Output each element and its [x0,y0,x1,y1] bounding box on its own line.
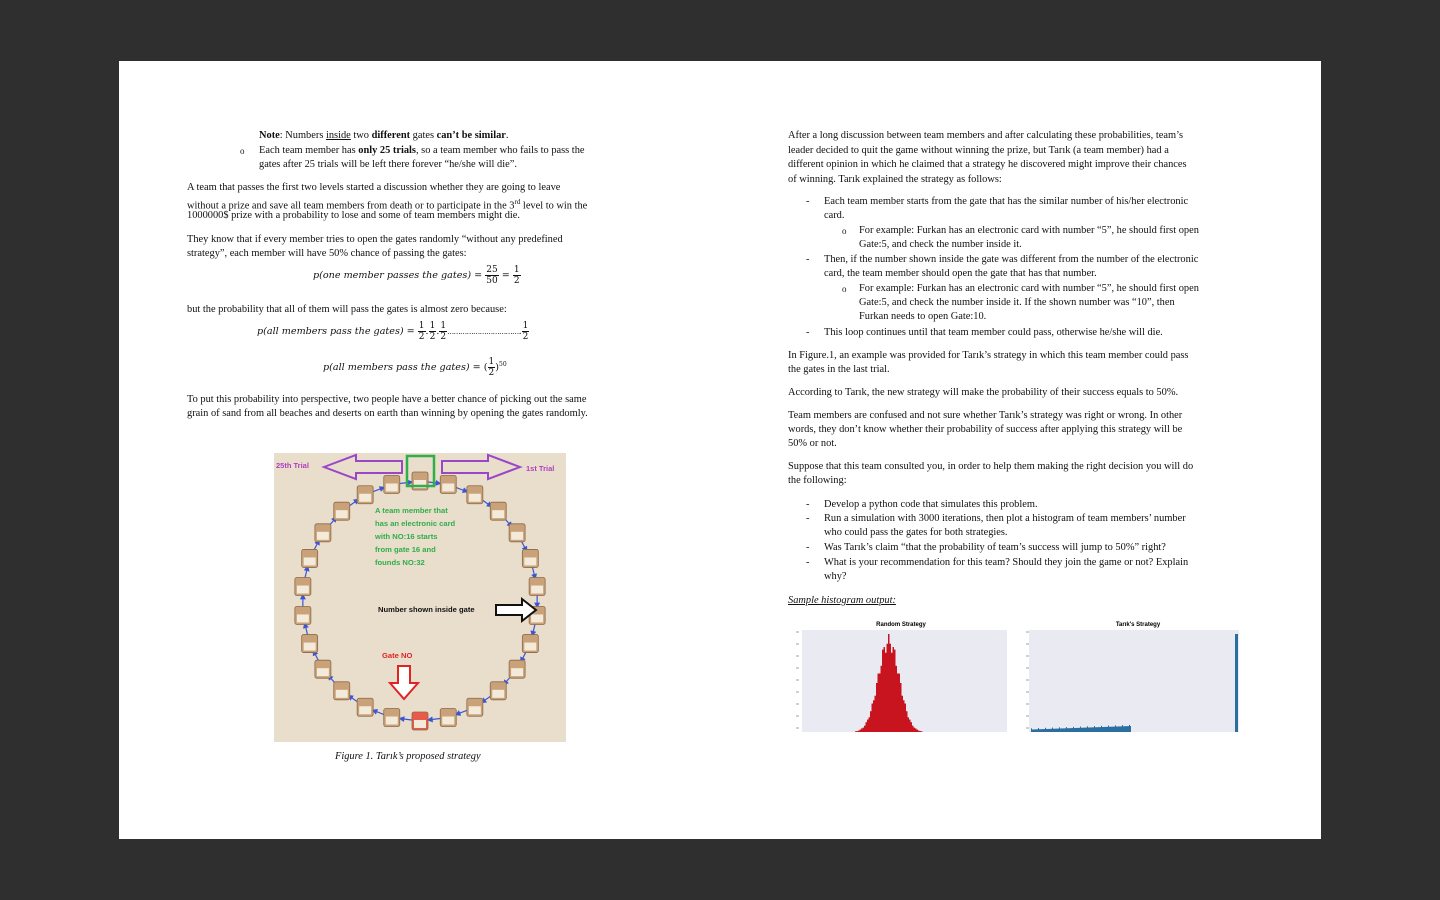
para1-line3: 1000000$ prize with a probability to lose and some of team members might die. [187,210,521,221]
hist-left-bar [863,728,865,732]
trials-line-2: gates after 25 trials will be left there forever “he/she will die”. [259,159,517,170]
hist-right-bar [1067,728,1068,732]
dash-bullet-icon: - [806,513,810,524]
hist-right-bar [1068,728,1069,732]
claim-line: According to Tarık, the new strategy will make the probability of their success equals to 50%. [788,387,1179,398]
eq3-lhs: p(all members pass the gates) = [323,362,481,373]
trials-line [259,144,585,159]
desc-line: has an electronic card [375,519,456,528]
hist-right-bar [1080,727,1081,732]
hist-left-bar [881,666,883,732]
gate-window-icon [492,690,504,698]
hist-left-bar [891,653,893,732]
example2-line1: For example: Furkan has an electronic card with number “5”, he should first open [859,283,1199,294]
hist-right-bar [1064,728,1065,732]
hist-right-bar [1098,727,1099,732]
step2-line2: card, the team member should open the gate that has that number. [824,268,1097,279]
hist-right-bar [1070,728,1071,732]
intro-line1: After a long discussion between team members and after calculating these probabilities, team’s [788,130,1184,141]
eq1-den-2: 2 [513,276,520,286]
label-25th-trial: 25th Trial [276,461,309,470]
para2-line1: They know that if every member tries to open the gates randomly “without any predefined [187,234,563,245]
hist-right-bar [1074,728,1075,732]
hist-right-bar [1039,729,1040,732]
hist-right-bar [1129,725,1130,732]
para1-text-2: level to win the [520,200,588,212]
sample-histograms [789,616,1241,741]
equation-all-members: p(all members pass the gates) = $\frac{1}{2}$ . $\frac{1}{2}$ . $\frac{1}{2}$ ……………………………. $\frac{1}{2}$ [257,321,529,342]
hist-right-bar [1118,726,1119,732]
gate-window-icon [386,717,398,725]
task3: Was Tarık’s claim “that the probability of team’s success will jump to 50%” right? [824,542,1166,553]
step3-line: This loop continues until that team member could pass, otherwise he/she will die. [824,327,1163,338]
hist-right-bar [1057,729,1058,732]
hist-right-bar [1056,729,1057,732]
eq2-num: 1 [418,321,425,331]
hist-left-bar [893,647,895,732]
hist-right-bar [1051,729,1052,732]
task4-line1: What is your recommendation for this team? Should they join the game or not? Explain [824,557,1189,568]
step2-line1: Then, if the number shown inside the gate was different from the number of the electronic [824,254,1199,265]
equation-power: p(all members pass the gates) = ( $\frac{1}{2}$ )$^{50}$ [323,357,507,378]
hist-right-bar [1043,729,1044,732]
gate-window-icon [297,586,309,594]
hist-right-bar [1082,728,1083,732]
hist-right-bar [1105,727,1106,732]
hist-right-bar [1096,727,1097,732]
hist-right-bar [1100,727,1101,732]
dash-bullet-icon: - [806,196,810,207]
example2-line3: Furkan needs to open Gate:10. [859,311,987,322]
hist-right-bar [1088,728,1089,732]
hist-right-bar [1033,729,1034,732]
hist-right-bar [1062,728,1063,732]
note-cant: can’t be similar [436,130,506,141]
eq1-frac-1 [485,265,498,286]
hist-left-bar [869,717,871,732]
example1-line1: For example: Furkan has an electronic card with number “5”, he should first open [859,225,1199,236]
dash-bullet-icon: - [806,254,810,265]
hist-left-bar [885,653,887,732]
hist-right-bar [1042,729,1043,732]
hist-left-bar [920,731,922,732]
gate-window-icon [304,643,316,651]
figure-description [375,504,455,569]
figure-caption: Figure 1. Tarık’s proposed strategy [335,751,481,762]
eq2-den: 2 [440,332,447,342]
hist-right-bar [1124,726,1125,732]
hist-right-bar [1094,726,1095,732]
hist-right-bar [1066,727,1067,732]
eq3-num: 1 [488,357,495,367]
gate-window-icon [304,557,316,565]
para1-line1: A team that passes the first two levels started a discussion whether they are going to leave [187,182,561,193]
dash-bullet-icon: - [806,499,810,510]
number-shown-label: Number shown inside gate [378,605,475,614]
hist-left-bar [875,696,877,732]
task1: Develop a python code that simulates this problem. [824,499,1038,510]
trials-text-2: , so a team member who fails to pass the [415,145,585,156]
eq2-dots: …………………………… [447,328,519,336]
hist-right-bar [1035,729,1036,732]
gate-window-icon [317,532,329,540]
hist-right-bar [1037,729,1038,732]
hist-right-bar [1078,728,1079,732]
hist-left-bar [857,731,859,732]
intro-line3: different opinion in which he claimed that a strategy he discovered might improve their chances [788,159,1187,170]
hist-right-bar [1106,727,1107,732]
hist-left-bar [899,674,901,732]
hist-right-bar [1115,725,1116,732]
hist-left-bar [876,683,878,732]
hist-right-bar [1102,727,1103,732]
hist-right-bar [1108,726,1109,732]
hist-right-bar [1125,726,1126,732]
eq2-num: 1 [440,321,447,331]
hist-right-bar [1117,726,1118,732]
hist-left-bar [902,696,904,732]
intro-line4: of winning. Tarık explained the strategy as follows: [788,173,1002,185]
hist-right-bar [1047,729,1048,732]
hist-right-bar [1085,728,1086,732]
eq3-den: 2 [488,368,495,378]
hist-left-bar [911,722,913,732]
eq1-num-1: 25 [486,265,498,275]
para4-line2: grain of sand from all beaches and deserts on earth than winning by opening the gates randomly. [187,408,588,419]
hist-left-bar [879,673,881,732]
hist-right-bar [1103,727,1104,732]
note-label: Note [259,130,280,141]
circle-bullet-icon: o [842,226,847,236]
note-text: : Numbers [279,130,326,141]
hist-left-bar [860,730,862,732]
hist-right-bar [1065,728,1066,732]
hist-right-bar [1034,729,1035,732]
hist-left-bar [887,644,889,732]
hist-right-bar [1107,727,1108,732]
hist-right-bar [1089,727,1090,732]
eq1-den-1: 50 [486,276,498,286]
dash-bullet-icon: - [806,542,810,553]
hist-right-bar [1059,727,1060,732]
eq2-num: 1 [522,321,529,331]
eq2-den: 2 [429,332,436,342]
hist-left-bar [873,700,875,732]
gate-window-icon [492,510,504,518]
step1-line2: card. [824,210,845,221]
hist-right-bar [1086,728,1087,732]
hist-right-bar [1114,727,1115,732]
note-text-3: gates [410,130,437,141]
para1-text: without a prize and save all team members from death or to participate in the 3 [187,200,515,212]
gate-window-icon [442,483,454,491]
para2-line2: strategy”, each member will have 50% chance of passing the gates: [187,248,467,259]
hist-left-bar [894,650,896,732]
hist-left-bar [855,731,857,732]
note-end: . [505,130,509,141]
hist-right-bar [1046,729,1047,732]
hist-left-bar [864,726,866,732]
hist-right-bar [1130,726,1131,732]
trials-bold: only 25 trials [358,145,416,156]
task2-line2: who could pass the gates for both strategies. [824,527,1008,538]
hist-left-bar [908,717,910,732]
task4-line2: why? [824,571,847,582]
example2-line2: Gate:5, and check the number inside it. If the shown number was “10”, then [859,297,1175,308]
hist-left-bar [890,644,892,732]
hist-right-bar [1093,727,1094,732]
hist-right-bar [1069,728,1070,732]
desc-line: founds NO:32 [375,558,425,567]
hist-left-bar [918,731,920,732]
eq2-frac-1 [418,321,426,342]
hist-right-bar [1113,727,1114,732]
hist-right-bar [1235,634,1238,732]
hist-right-bar [1077,728,1078,732]
gate-window-icon [511,668,523,676]
task2-line1: Run a simulation with 3000 iterations, then plot a histogram of team members’ number [824,513,1186,524]
eq2-den: 2 [522,332,529,342]
hist-right-bar [1104,727,1105,732]
intro-line2: leader decided to quit the game without winning the prize, but Tarık (a team member) had a [788,144,1169,156]
task-intro-line2: the following: [788,475,847,486]
desc-line: with NO:16 starts [375,532,438,541]
hist-right-bar [1123,726,1124,732]
gate-window-icon [531,586,543,594]
hist-right-bar [1120,726,1121,732]
gate-window-icon [442,717,454,725]
hist-left-bar [921,731,923,732]
hist-right-bar [1054,729,1055,732]
eq2-num: 1 [429,321,436,331]
hist-right-bar [1045,728,1046,732]
confused-line1: Team members are confused and not sure whether Tarık’s strategy was right or wrong. In other [788,410,1183,421]
hist-right-bar [1044,729,1045,732]
strategy-figure [274,453,566,742]
hist-left-bar [915,728,917,732]
gate-window-icon [469,706,481,714]
hist-left-bar [882,650,884,732]
hist-left-bar [896,666,898,732]
hist-right-bar [1036,729,1037,732]
confused-line2: words, they don’t know whether their probability of success after applying this strategy will be [788,424,1183,435]
hist-left-title: Random Strategy [876,622,926,628]
desc-line: from gate 16 and [375,545,436,554]
note-inside: inside [325,130,351,141]
hist-right-bar [1084,728,1085,732]
figure-ref-line1: In Figure.1, an example was provided for Tarık’s strategy in which this team member could pass [788,350,1189,361]
gate-window-icon [359,494,371,502]
hist-right-plot [1029,630,1239,732]
hist-right-bar [1116,727,1117,732]
hist-right-bar [1050,729,1051,732]
gate-window-icon [524,557,536,565]
hist-right-bar [1083,728,1084,732]
hist-right-bar [1041,729,1042,732]
para3: but the probability that all of them will pass the gates is almost zero because: [187,304,507,315]
hist-left-bar [867,720,869,732]
hist-left-bar [861,728,863,732]
hist-right-bar [1097,727,1098,732]
hist-right-bar [1032,729,1033,732]
hist-right-bar [1112,727,1113,732]
hist-right-bar [1076,728,1077,732]
circle-bullet-icon: o [842,284,847,294]
step1-line1: Each team member starts from the gate that has the similar number of his/her electronic [824,196,1189,207]
hist-right-bar [1099,727,1100,732]
hist-right-bar [1060,728,1061,732]
gate-window-icon [469,494,481,502]
hist-left-bar [900,683,902,732]
sample-heading: Sample histogram output: [788,595,896,606]
gate-window-icon [317,668,329,676]
hist-right-bar [1109,727,1110,732]
eq2-frac-4 [522,321,530,342]
hist-right-bar [1031,728,1032,732]
hist-right-bar [1087,726,1088,732]
hist-right-bar [1121,726,1122,732]
hist-left-bar [897,673,899,732]
down-arrow-icon [390,666,418,699]
hist-left-bar [870,711,872,732]
hist-left-bar [906,711,908,732]
label-1st-trial: 1st Trial [526,464,555,473]
hist-left-bar [903,700,905,732]
eq2-den: 2 [418,332,425,342]
dash-bullet-icon: - [806,557,810,568]
hist-left-bar [878,674,880,732]
gates-diagram [274,453,566,742]
hist-right-bar [1091,727,1092,732]
hist-right-bar [1090,727,1091,732]
hist-right-bar [1052,728,1053,732]
hist-right-bar [1073,727,1074,732]
eq1-lhs: p(one member passes the gates) = [313,270,483,281]
equation-one-member: p(one member passes the gates) = $\frac{25}{50}$ = $\frac{1}{2}$ [313,265,520,286]
hist-right-bar [1092,727,1093,732]
gate-window-icon [524,643,536,651]
note-different: different [371,130,411,141]
hist-right-bar [1095,727,1096,732]
hist-right-bar [1058,729,1059,732]
hist-right-bar [1063,728,1064,732]
document-page [119,61,1321,839]
gate-window-icon [297,614,309,622]
gate-window-icon [414,720,426,728]
hist-left-bar [912,726,914,732]
gate-window-icon [359,706,371,714]
task-intro-line1: Suppose that this team consulted you, in order to help them making the right decision you will do [788,461,1194,472]
hist-right-bar [1049,729,1050,732]
eq2-frac-3 [439,321,447,342]
hist-right-bar [1101,726,1102,732]
eq1-num-2: 1 [513,265,520,275]
desc-line: A team member that [375,506,448,515]
hist-right-bar [1071,728,1072,732]
hist-left-bar [909,720,911,732]
gate-window-icon [336,690,348,698]
circle-bullet-icon: o [240,146,245,156]
hist-right-bar [1075,728,1076,732]
hist-left-bar [917,730,919,732]
hist-right-bar [1061,728,1062,732]
hist-right-bar [1081,728,1082,732]
figure-ref-line2: the gates in the last trial. [788,364,890,375]
hist-left-bar [858,731,860,732]
gate-no-label: Gate NO [382,651,413,660]
para4-line1: To put this probability into perspective, two people have a better chance of picking out the same [187,394,587,405]
eq2-lhs: p(all members pass the gates) = [257,326,415,337]
gate-window-icon [386,483,398,491]
dash-bullet-icon: - [806,327,810,338]
hist-right-bar [1119,726,1120,732]
hist-left-bar [884,647,886,732]
hist-right-bar [1126,726,1127,732]
hist-left-bar [905,704,907,732]
hist-right-bar [1122,725,1123,732]
gate-window-icon [511,532,523,540]
gate-window-icon [531,614,543,622]
note-line [259,129,509,144]
hist-left-bar [914,728,916,732]
hist-right-bar [1110,727,1111,732]
hist-left-bar [888,634,890,732]
hist-right-bar [1111,727,1112,732]
hist-right-bar [1055,729,1056,732]
hist-right-bar [1128,726,1129,732]
hist-right-bar [1127,726,1128,732]
note-text-2: two [350,130,372,141]
eq1-frac-2 [513,265,521,286]
hist-right-title: Tarık's Strategy [1115,622,1161,628]
trials-text: Each team member has [259,145,359,156]
gate-window-icon [336,510,348,518]
hist-left-bar [866,722,868,732]
hist-right-bar [1072,728,1073,732]
example1-line2: Gate:5, and check the number inside it. [859,239,1022,250]
hist-right-bar [1053,729,1054,732]
confused-line3: 50% or not. [788,438,837,449]
hist-right-bar [1079,728,1080,732]
eq3-exp: 50 [499,360,507,368]
hist-right-bar [1040,729,1041,732]
hist-right-bar [1038,728,1039,732]
hist-right-bar [1048,729,1049,732]
hist-left-bar [872,704,874,732]
para1-sup: rd [514,198,521,206]
